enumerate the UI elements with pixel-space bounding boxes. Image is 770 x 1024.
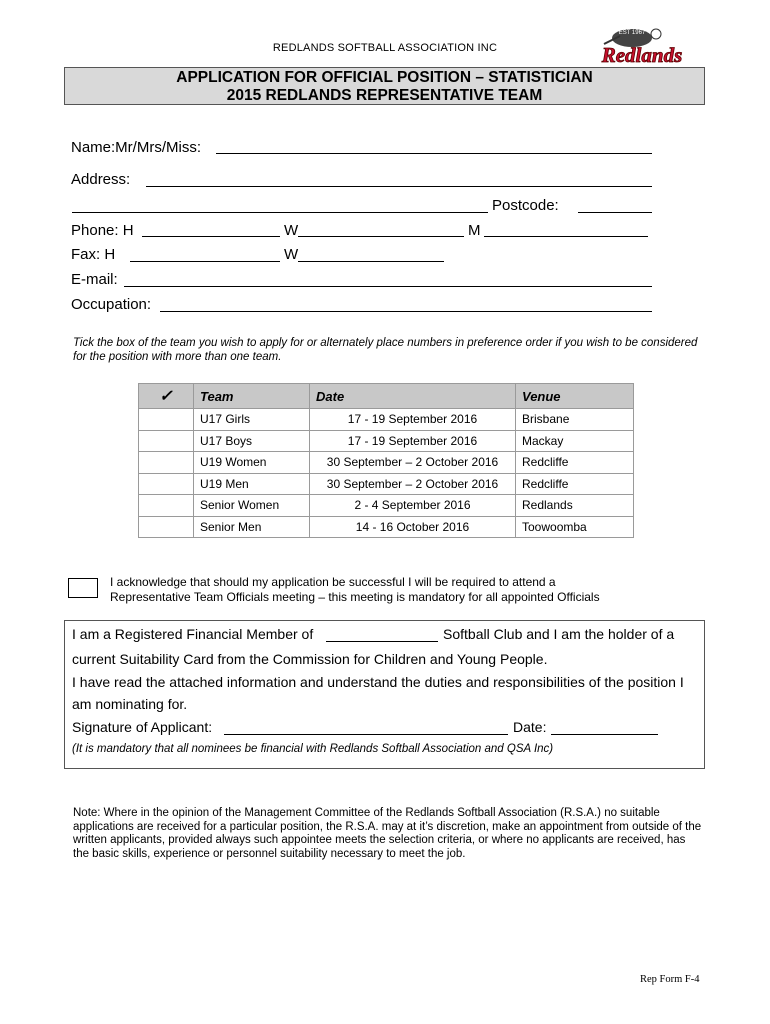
date-cell: 30 September – 2 October 2016 <box>310 473 516 495</box>
phone-home-input-line[interactable] <box>142 236 280 237</box>
club-name-input-line[interactable] <box>326 641 438 642</box>
form-title <box>64 67 705 105</box>
logo-arc-text: EST 1967 <box>618 30 646 36</box>
phone-work-input-line[interactable] <box>298 236 464 237</box>
tick-cell[interactable] <box>139 430 194 452</box>
name-input-line[interactable] <box>216 153 652 154</box>
membership-line-2: current Suitability Card from the Commission for Children and Young People. <box>72 651 548 667</box>
postcode-input-line[interactable] <box>578 212 652 213</box>
acknowledgement-line-2: Representative Team Officials meeting – this meeting is mandatory for all appointed Officials <box>110 589 600 604</box>
venue-column-header: Venue <box>516 384 634 409</box>
name-label: Name:Mr/Mrs/Miss: <box>71 139 201 156</box>
email-input-line[interactable] <box>124 286 652 287</box>
team-cell: U17 Girls <box>194 409 310 431</box>
venue-cell: Brisbane <box>516 409 634 431</box>
occupation-label: Occupation: <box>71 296 152 313</box>
date-input-line[interactable] <box>551 734 658 735</box>
table-row <box>139 430 634 452</box>
date-cell: 17 - 19 September 2016 <box>310 409 516 431</box>
phone-mobile-label: M <box>468 222 481 239</box>
team-selection-instructions: Tick the box of the team you wish to apply for or alternately place numbers in preference order if you wish to be considered for the position with more than one team. <box>73 337 698 363</box>
table-row <box>139 473 634 495</box>
fax-work-input-line[interactable] <box>298 261 444 262</box>
tick-cell[interactable] <box>139 409 194 431</box>
occupation-input-line[interactable] <box>160 311 652 312</box>
venue-cell: Redcliffe <box>516 473 634 495</box>
date-column-header: Date <box>310 384 516 409</box>
date-cell: 30 September – 2 October 2016 <box>310 452 516 474</box>
logo-text: Redlands <box>601 43 683 67</box>
membership-line-4: am nominating for. <box>72 696 188 712</box>
team-cell: U19 Women <box>194 452 310 474</box>
fax-home-label: Fax: H <box>71 246 116 263</box>
address-input-line-2[interactable] <box>72 212 488 213</box>
tick-cell[interactable] <box>139 516 194 538</box>
address-input-line-1[interactable] <box>146 186 652 187</box>
table-row <box>139 495 634 517</box>
phone-home-label: Phone: H <box>71 222 134 239</box>
date-cell: 17 - 19 September 2016 <box>310 430 516 452</box>
table-header-row <box>139 384 634 409</box>
team-cell: U17 Boys <box>194 430 310 452</box>
form-reference: Rep Form F-4 <box>640 974 700 985</box>
date-cell: 14 - 16 October 2016 <box>310 516 516 538</box>
venue-cell: Toowoomba <box>516 516 634 538</box>
team-selection-table <box>138 383 634 538</box>
title-line-1: APPLICATION FOR OFFICIAL POSITION – STATISTICIAN <box>176 69 593 86</box>
signature-input-line[interactable] <box>224 734 508 735</box>
mandatory-note: (It is mandatory that all nominees be financial with Redlands Softball Association and QSA Inc) <box>72 743 554 755</box>
team-cell: Senior Women <box>194 495 310 517</box>
team-cell: U19 Men <box>194 473 310 495</box>
organisation-name: REDLANDS SOFTBALL ASSOCIATION INC <box>272 42 498 54</box>
table-row <box>139 452 634 474</box>
membership-line-3: I have read the attached information and understand the duties and responsibilities of the position I <box>72 674 684 690</box>
acknowledgement-line-1: I acknowledge that should my application be successful I will be required to attend a <box>110 575 556 589</box>
tick-cell[interactable] <box>139 495 194 517</box>
membership-line-1a: I am a Registered Financial Member of <box>72 626 314 642</box>
acknowledgement-text <box>110 575 710 604</box>
team-column-header: Team <box>194 384 310 409</box>
venue-cell: Mackay <box>516 430 634 452</box>
team-cell: Senior Men <box>194 516 310 538</box>
table-row <box>139 409 634 431</box>
signature-label: Signature of Applicant: <box>72 719 213 735</box>
tick-column-header: ✓ <box>139 384 194 409</box>
tick-cell[interactable] <box>139 452 194 474</box>
phone-work-label: W <box>284 222 299 239</box>
fax-work-label: W <box>284 246 299 263</box>
acknowledgement-checkbox[interactable] <box>68 578 98 598</box>
fax-home-input-line[interactable] <box>130 261 280 262</box>
email-label: E-mail: <box>71 271 118 288</box>
venue-cell: Redlands <box>516 495 634 517</box>
tick-cell[interactable] <box>139 473 194 495</box>
phone-mobile-input-line[interactable] <box>484 236 648 237</box>
title-line-2: 2015 REDLANDS REPRESENTATIVE TEAM <box>226 87 543 104</box>
date-cell: 2 - 4 September 2016 <box>310 495 516 517</box>
postcode-label: Postcode: <box>492 197 559 214</box>
address-label: Address: <box>71 171 131 188</box>
membership-line-1b: Softball Club and I am the holder of a <box>443 626 675 642</box>
venue-cell: Redcliffe <box>516 452 634 474</box>
committee-note: Note: Where in the opinion of the Management Committee of the Redlands Softball Association (R.S.A.) no suitable applications are received for a particular position, the R.S.A. may at it’s discretion, make an appointment from outside of the written applicants, provided always such appointee meets the selection criteria, or where no applicants are received, has the basic skills, experience or personnel suitability necessary to meet the job. <box>73 807 702 860</box>
table-row <box>139 516 634 538</box>
date-label: Date: <box>513 719 547 735</box>
